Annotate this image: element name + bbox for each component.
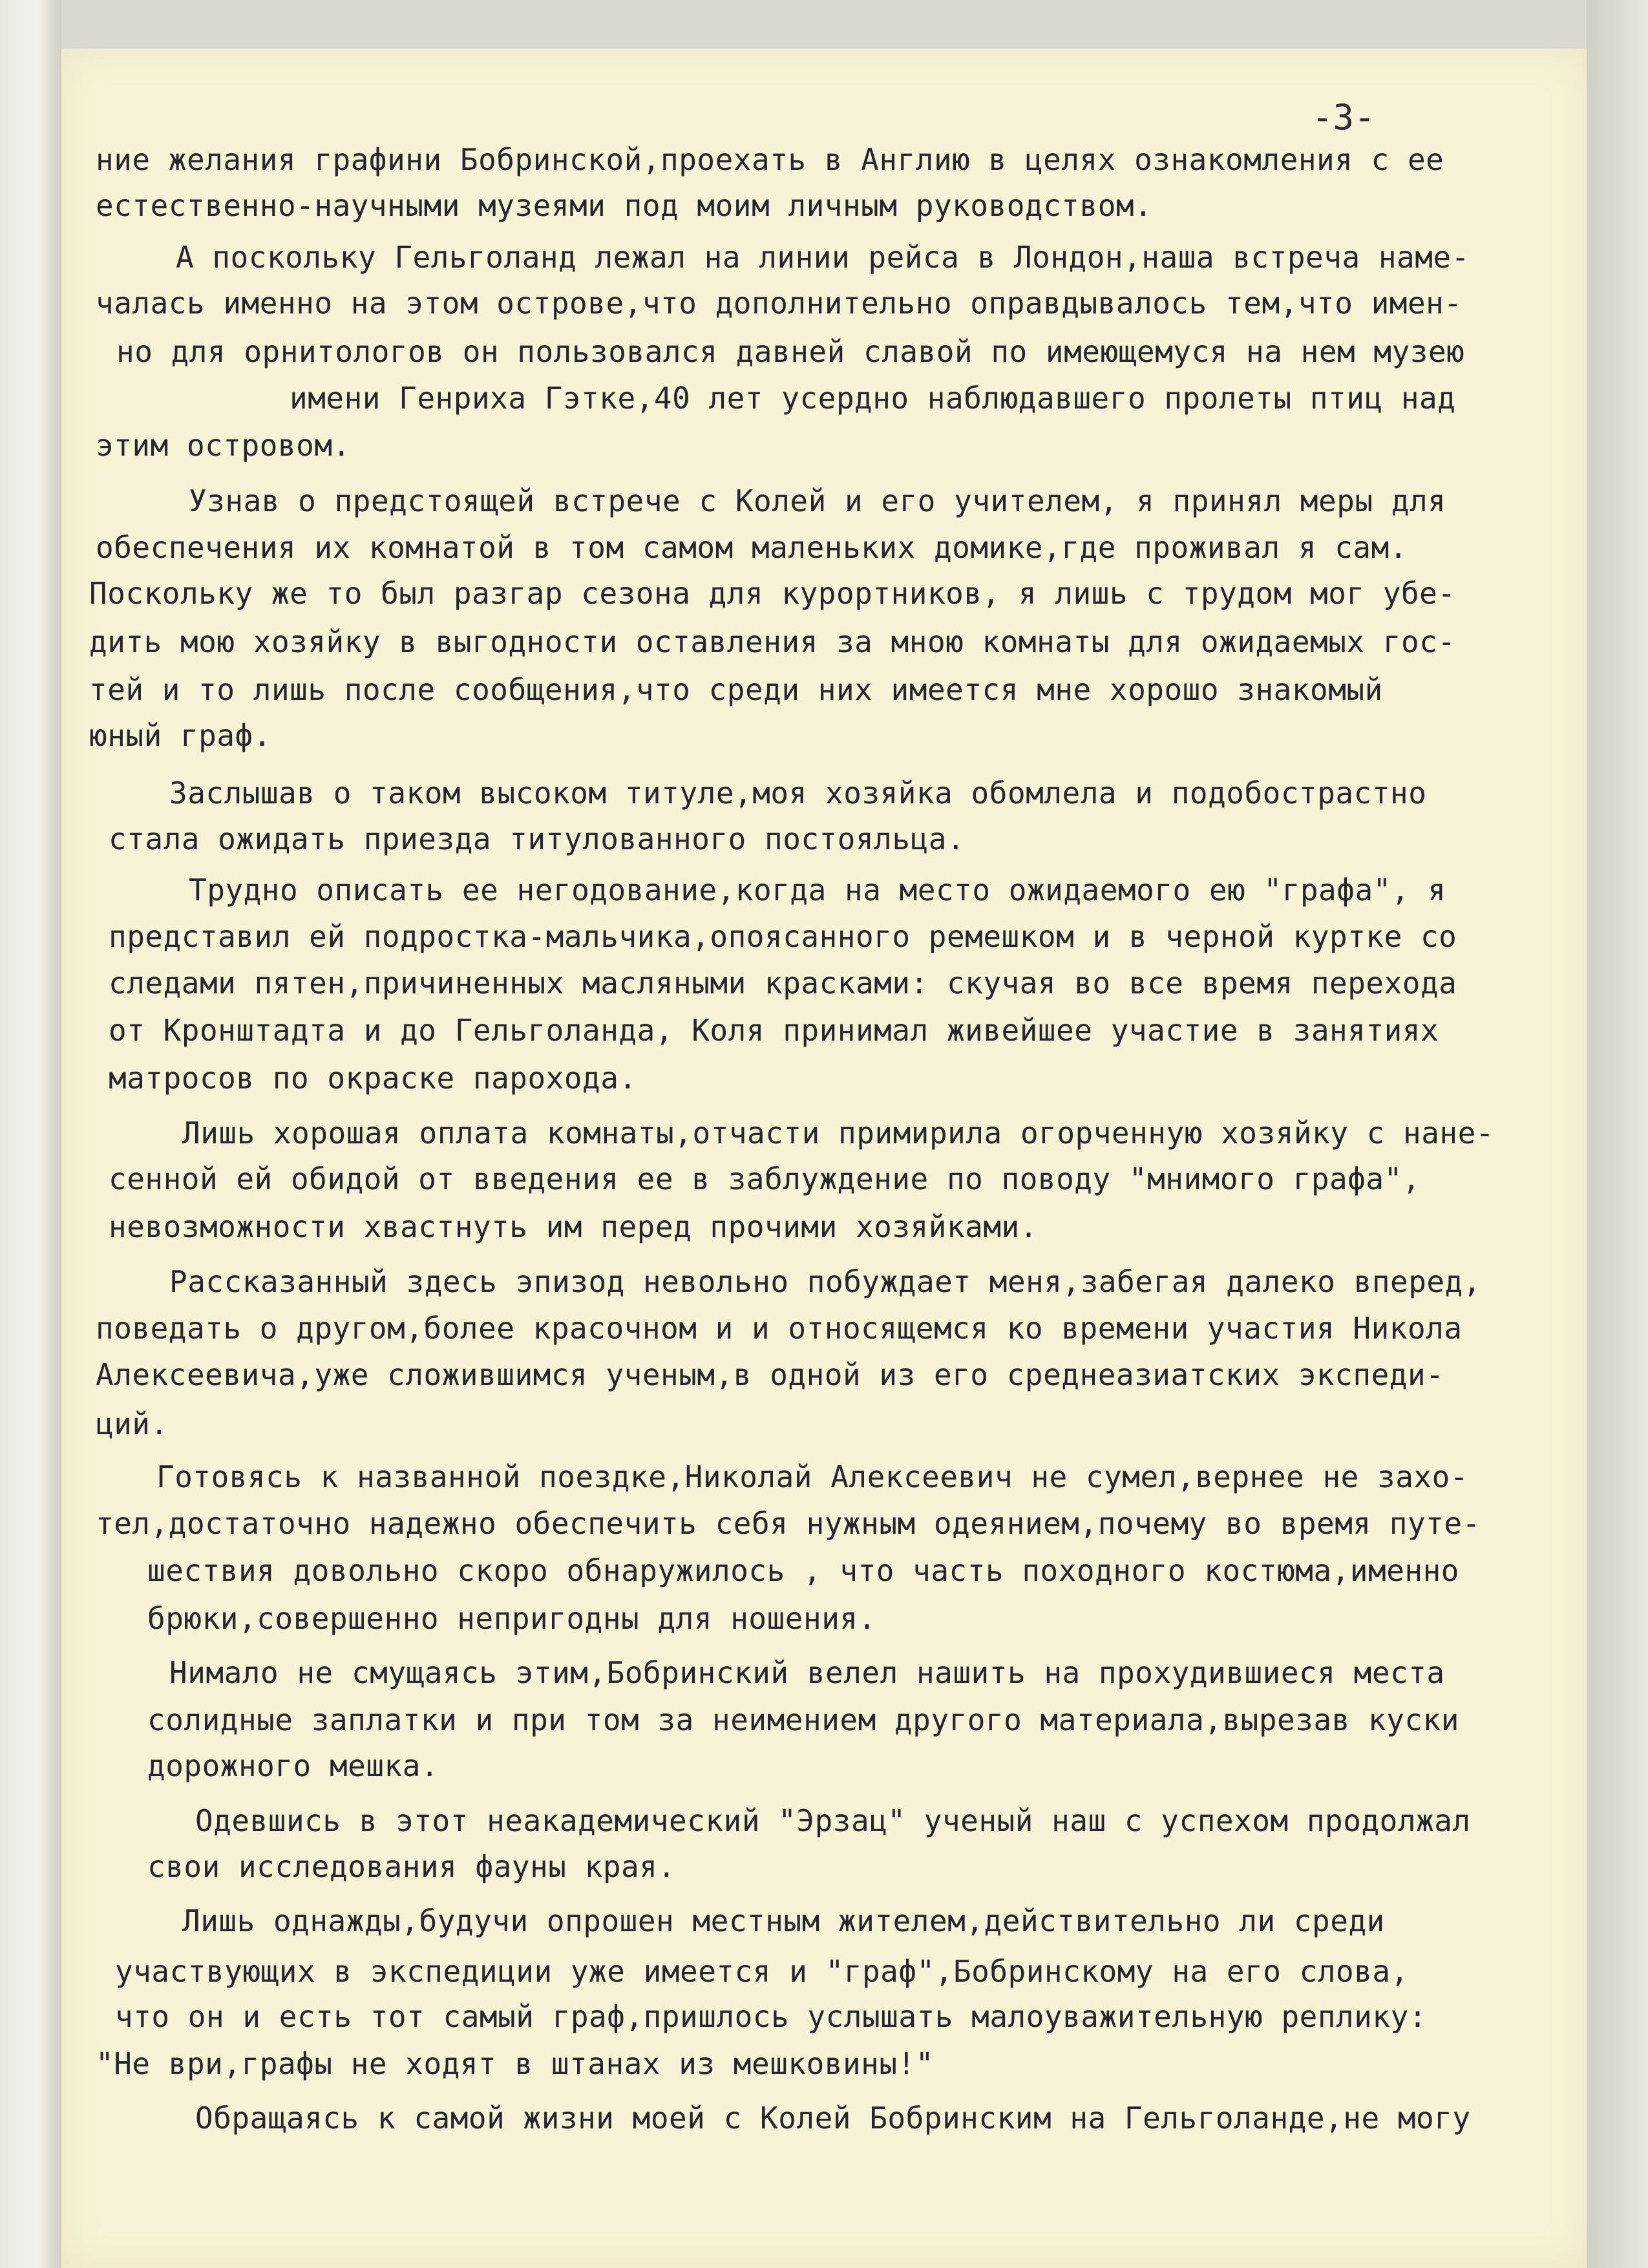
text-line-7: этим островом. — [96, 428, 351, 463]
text-line-35: Одевшись в этот неакадемический "Эрзац" ученый наш с успехом продолжал — [195, 1803, 1471, 1838]
text-line-41: Обращаясь к самой жизни моей с Колей Бобринским на Гельголанде,не могу — [195, 2101, 1471, 2136]
text-line-15: стала ожидать приезда титулованного постояльца. — [109, 821, 966, 856]
text-line-4: чалась именно на этом острове,что дополнительно оправдывалось тем,что имен- — [96, 286, 1463, 321]
text-line-30: шествия довольно скоро обнаружилось , что часть походного костюма,именно — [147, 1553, 1459, 1588]
text-line-24: Рассказанный здесь эпизод невольно побуждает меня,забегая далеко вперед, — [169, 1264, 1481, 1299]
text-line-40: "Не ври,графы не ходят в штанах из мешковины!" — [96, 2046, 934, 2081]
text-line-22: сенной ей обидой от введения ее в заблуждение по поводу "мнимого графа", — [109, 1161, 1421, 1196]
text-line-5: но для орнитологов он пользовался давней славой по имеющемуся на нем музею — [116, 334, 1465, 369]
text-line-20: матросов по окраске парохода. — [109, 1061, 637, 1096]
text-line-36: свои исследования фауны края. — [147, 1849, 676, 1884]
text-line-33: солидные заплатки и при том за неимением другого материала,вырезав куски — [147, 1702, 1459, 1737]
text-line-25: поведать о другом,более красочном и и относящемся ко времени участия Никола — [96, 1311, 1463, 1346]
text-line-28: Готовясь к названной поездке,Николай Алексеевич не сумел,вернее не захо- — [156, 1459, 1468, 1494]
text-line-3: А поскольку Гельголанд лежал на линии рейса в Лондон,наша встреча наме- — [176, 240, 1470, 275]
text-line-11: дить мою хозяйку в выгодности оставления за мною комнаты для ожидаемых гос- — [89, 624, 1456, 659]
text-line-26: Алексеевича,уже сложившимся ученым,в одной из его среднеазиатских экспеди- — [96, 1357, 1444, 1392]
text-line-10: Поскольку же то был разгар сезона для курортников, я лишь с трудом мог убе- — [89, 576, 1456, 611]
text-line-19: от Кронштадта и до Гельголанда, Коля принимал живейшее участие в занятиях — [109, 1013, 1439, 1048]
text-line-18: следами пятен,причиненных масляными красками: скучая во все время перехода — [109, 966, 1457, 1001]
text-line-27: ций. — [96, 1406, 169, 1441]
text-line-6: имени Генриха Гэтке,40 лет усердно наблюдавшего пролеты птиц над — [290, 381, 1456, 416]
text-line-8: Узнав о предстоящей встрече с Колей и его учителем, я принял меры для — [189, 483, 1446, 518]
text-line-37: Лишь однажды,будучи опрошен местным жителем,действительно ли среди — [182, 1903, 1385, 1938]
text-line-32: Нимало не смущаясь этим,Бобринский велел нашить на прохудившиеся места — [169, 1655, 1445, 1690]
text-line-29: тел,достаточно надежно обеспечить себя нужным одеянием,почему во время путе- — [96, 1506, 1481, 1541]
text-line-13: юный граф. — [89, 718, 271, 753]
text-line-38: участвующих в экспедиции уже имеется и "граф",Бобринскому на его слова, — [115, 1954, 1409, 1989]
text-line-9: обеспечения их комнатой в том самом маленьких домике,где проживал я сам. — [96, 530, 1408, 565]
text-line-1: ние желания графини Бобринской,проехать в Англию в целях ознакомления с ее — [96, 142, 1444, 177]
text-line-16: Трудно описать ее негодование,когда на место ожидаемого ею "графа", я — [189, 873, 1446, 907]
text-line-23: невозможности хвастнуть им перед прочими хозяйками. — [109, 1209, 1038, 1244]
text-line-21: Лишь хорошая оплата комнаты,отчасти примирила огорченную хозяйку с нане- — [182, 1116, 1494, 1150]
text-line-14: Заслышав о таком высоком титуле,моя хозяйка обомлела и подобострастно — [169, 776, 1427, 811]
text-line-39: что он и есть тот самый граф,пришлось услышать малоуважительную реплику: — [115, 1999, 1427, 2034]
page-number: -3- — [1312, 97, 1375, 138]
text-line-31: брюки,совершенно непригодны для ношения. — [147, 1601, 876, 1636]
text-line-17: представил ей подростка-мальчика,опоясанного ремешком и в черной куртке со — [109, 919, 1457, 954]
text-line-12: тей и то лишь после сообщения,что среди них имеется мне хорошо знакомый — [89, 672, 1383, 707]
text-line-34: дорожного мешка. — [147, 1748, 439, 1783]
text-line-2: естественно-научными музеями под моим личным руководством. — [96, 188, 1153, 223]
